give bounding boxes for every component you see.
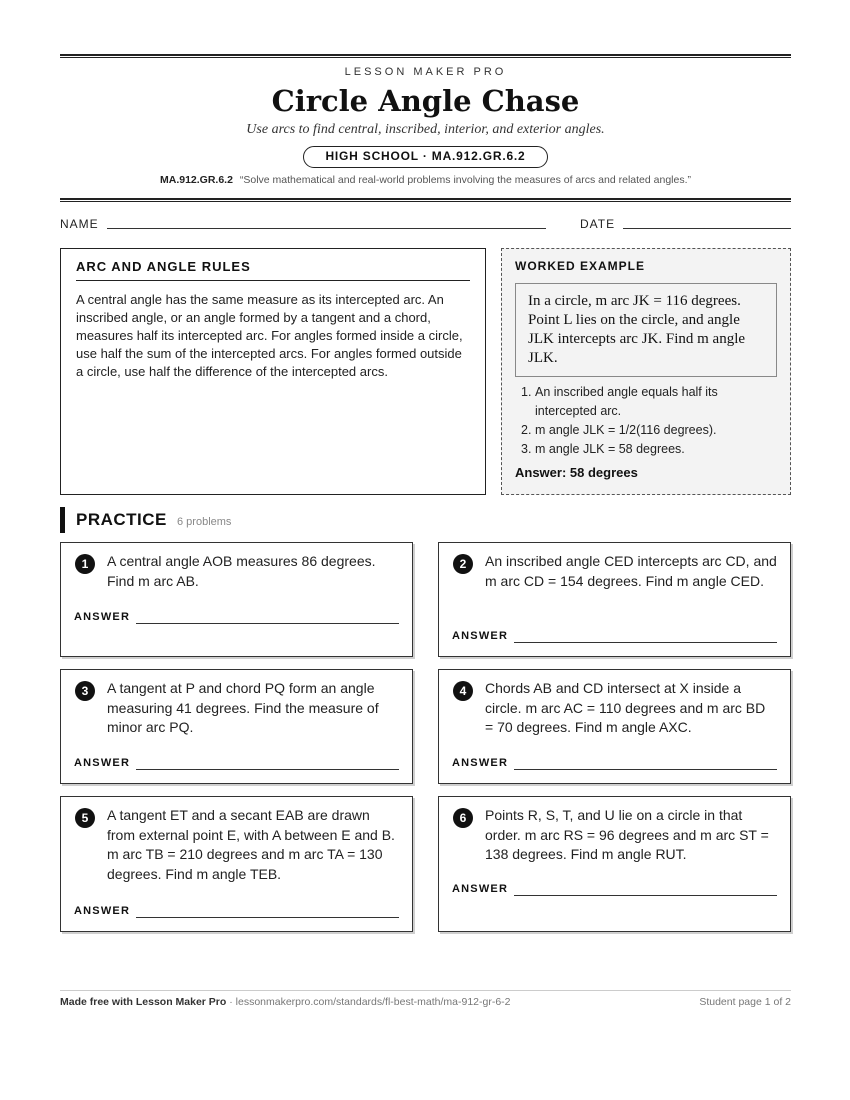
problem-number-badge: 4 bbox=[453, 681, 473, 701]
problem-text: Points R, S, T, and U lie on a circle in that order. m arc RS = 96 degrees and m arc ST = 138 degrees. Find m angle RUT. bbox=[485, 807, 769, 862]
problem-text: A tangent ET and a secant EAB are drawn from external point E, with A between E and B. m arc TB = 210 degrees and m arc TA = 130 degrees. Find m angle TEB. bbox=[107, 807, 395, 882]
page-subtitle: Use arcs to find central, inscribed, interior, and exterior angles. bbox=[246, 122, 605, 137]
problem-card-5 bbox=[60, 796, 413, 932]
problem-number-badge: 1 bbox=[75, 554, 95, 574]
problem-text: Chords AB and CD intersect at X inside a circle. m arc AC = 110 degrees and m arc BD = 70 degrees. Find m angle AXC. bbox=[485, 680, 766, 735]
problem-card-6 bbox=[438, 796, 791, 932]
standard-text: “Solve mathematical and real-world problems involving the measures of arcs and related angles.” bbox=[239, 174, 691, 186]
practice-title: PRACTICE bbox=[76, 510, 167, 529]
practice-accent-bar bbox=[60, 507, 65, 533]
date-field-line[interactable] bbox=[623, 228, 791, 229]
rules-title: ARC AND ANGLE RULES bbox=[76, 259, 470, 281]
answer-row bbox=[74, 611, 399, 625]
answer-line[interactable] bbox=[514, 642, 777, 643]
answer-label: ANSWER bbox=[452, 757, 509, 769]
answer-line[interactable] bbox=[136, 917, 399, 918]
footer-brand: Made free with Lesson Maker Pro bbox=[60, 996, 227, 1008]
standard-code: MA.912.GR.6.2 bbox=[159, 174, 233, 186]
example-step: 3. m angle JLK = 58 degrees. bbox=[521, 442, 685, 456]
practice-count: 6 problems bbox=[177, 516, 232, 528]
problem-number-badge: 5 bbox=[75, 808, 95, 828]
date-label: DATE bbox=[580, 217, 616, 231]
problem-card-1 bbox=[60, 542, 413, 657]
rules-text: A central angle has the same measure as its intercepted arc. An inscribed angle, or an angle formed by a tangent and a chord, measures half its intercepted arc. For angles formed inside a circle, use half the sum of the intercepted arcs. For angles formed outside a circle, use half the difference of the intercepted arcs. bbox=[76, 292, 463, 379]
answer-line[interactable] bbox=[136, 769, 399, 770]
footer-url[interactable]: · lessonmakerpro.com/standards/fl-best-math/ma-912-gr-6-2 bbox=[226, 996, 511, 1008]
brand-name: LESSON MAKER PRO bbox=[344, 66, 507, 78]
problem-card-3 bbox=[60, 669, 413, 784]
problem-card-2 bbox=[438, 542, 791, 657]
answer-row bbox=[452, 883, 777, 897]
worked-example-box bbox=[501, 248, 791, 495]
problem-number-badge: 2 bbox=[453, 554, 473, 574]
footer-rule bbox=[60, 990, 791, 991]
answer-line[interactable] bbox=[514, 895, 777, 896]
problem-card-4 bbox=[438, 669, 791, 784]
worked-example-title: WORKED EXAMPLE bbox=[515, 259, 646, 273]
worksheet-page bbox=[60, 0, 791, 1100]
example-step: 2. m angle JLK = 1/2(116 degrees). bbox=[521, 423, 717, 437]
rules-box bbox=[60, 248, 486, 495]
answer-label: ANSWER bbox=[452, 883, 509, 895]
grade-standard-badge: HIGH SCHOOL · MA.912.GR.6.2 bbox=[303, 146, 548, 168]
header-bottom-rule bbox=[60, 198, 791, 202]
answer-row bbox=[74, 757, 399, 771]
answer-row bbox=[452, 757, 777, 771]
worked-example-steps bbox=[515, 383, 777, 459]
answer-label: ANSWER bbox=[74, 905, 131, 917]
worked-example-problem: In a circle, m arc JK = 116 degrees. Point L lies on the circle, and angle JLK intercepts arc JK. Find m angle JLK. bbox=[515, 283, 777, 377]
name-label: NAME bbox=[60, 217, 99, 231]
answer-label: ANSWER bbox=[74, 757, 131, 769]
standard-description bbox=[60, 174, 791, 186]
problem-number-badge: 3 bbox=[75, 681, 95, 701]
answer-row bbox=[452, 630, 777, 644]
name-field-line[interactable] bbox=[107, 228, 546, 229]
problem-text: A tangent at P and chord PQ form an angle measuring 41 degrees. Find the measure of minor arc PQ. bbox=[107, 680, 379, 735]
answer-line[interactable] bbox=[514, 769, 777, 770]
problem-text: An inscribed angle CED intercepts arc CD, and m arc CD = 154 degrees. Find m angle CED. bbox=[485, 553, 777, 589]
answer-label: ANSWER bbox=[74, 611, 131, 623]
footer-page-number: Student page 1 of 2 bbox=[699, 996, 791, 1008]
example-step: 1. An inscribed angle equals half its intercepted arc. bbox=[521, 385, 718, 418]
header-top-rule bbox=[60, 54, 791, 58]
problem-number-badge: 6 bbox=[453, 808, 473, 828]
answer-row bbox=[74, 905, 399, 919]
page-title: Circle Angle Chase bbox=[271, 84, 580, 118]
worked-example-answer: Answer: 58 degrees bbox=[515, 465, 638, 480]
answer-label: ANSWER bbox=[452, 630, 509, 642]
problem-text: A central angle AOB measures 86 degrees. Find m arc AB. bbox=[107, 553, 376, 589]
answer-line[interactable] bbox=[136, 623, 399, 624]
footer-credit bbox=[60, 996, 511, 1008]
